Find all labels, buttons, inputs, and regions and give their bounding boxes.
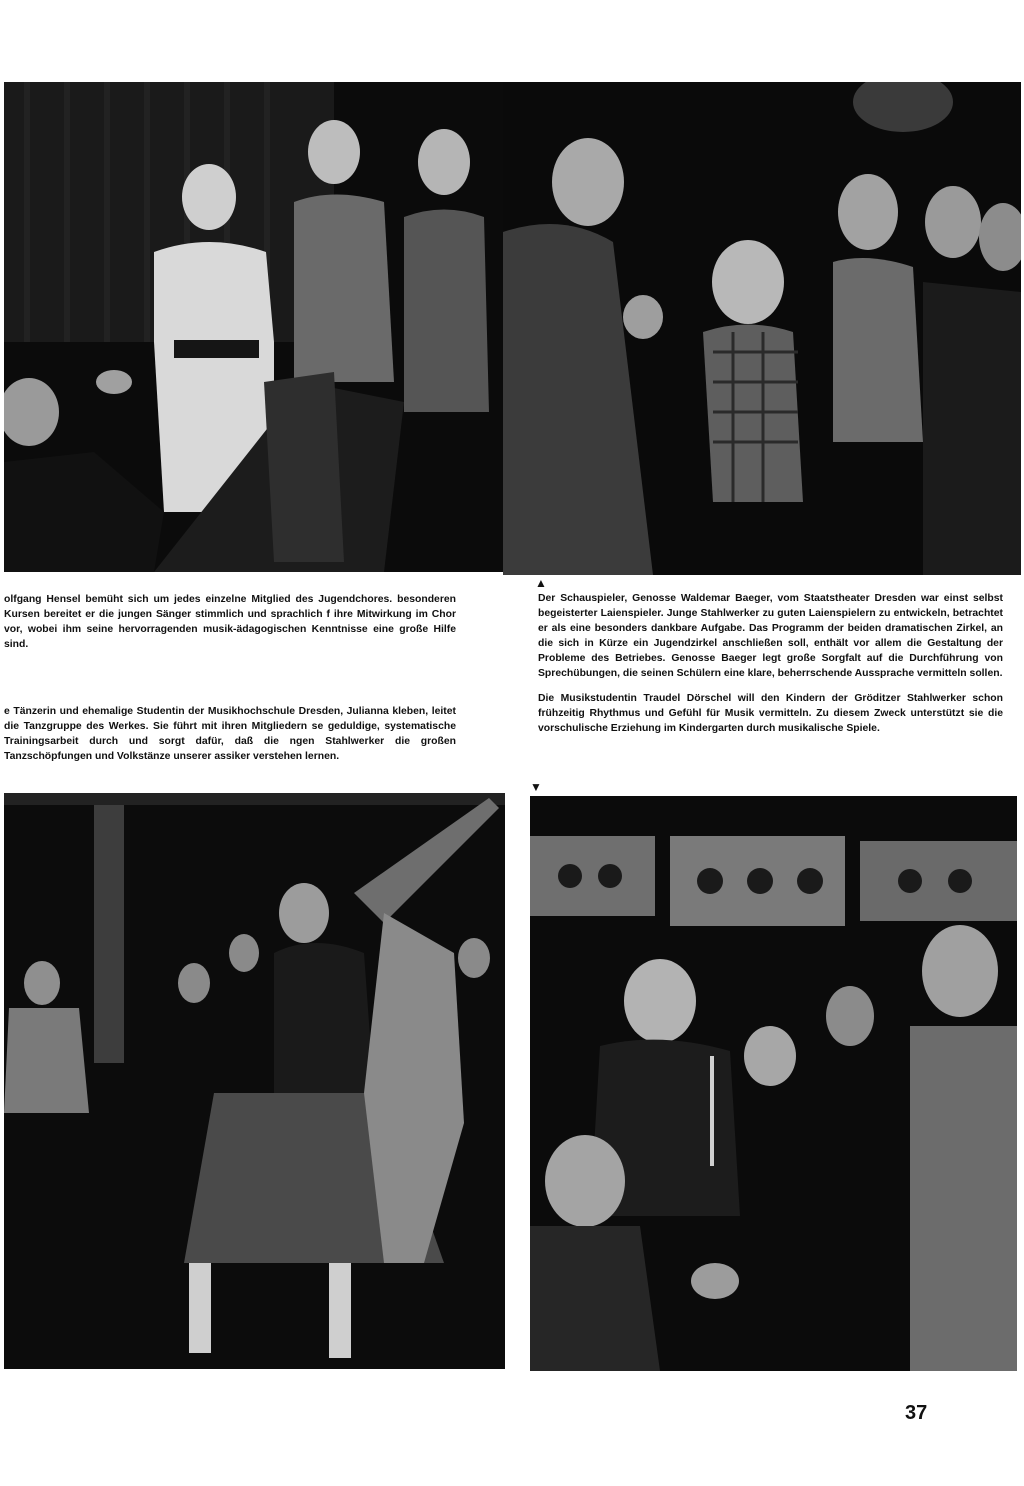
choir-caption [4, 592, 456, 662]
kindergarten-caption-text: Die Musikstudentin Traudel Dörschel will den Kindern der Gröditzer Stahlwerker schon frühzeitig Rhythmus und Gefühl für Musik vermitteln. Zu diesem Zweck unterstützt sie die vorschulische Erziehung im Kindergarten durch musikalische Spiele. [538, 693, 1003, 734]
actor-photo [503, 82, 1021, 575]
actor-and-kindergarten-captions [538, 591, 1003, 746]
arrow-up-icon: ▲ [535, 576, 547, 590]
dance-caption-text: e Tänzerin und ehemalige Studentin der Musikhochschule Dresden, Julianna kleben, leitet die Tanzgruppe des Werkes. Sie führt mit ihren Mitgliedern se geduldige, systematische Trainingsarbeit durch und sorgt dafür, daß die ngen Stahlwerker die großen Tanzschöpfungen und Volkstänze unserer assiker verstehen lernen. [4, 706, 456, 762]
actor-caption-text: Der Schauspieler, Genosse Waldemar Baeger, vom Staatstheater Dresden war einst selbst begeisterter Laienspieler. Junge Stahlwerker zu guten Laienspielern zu entwickeln, betrachtet er als eine besonders dankbare Aufgabe. Das Programm der beiden dramatischen Zirkel, an die sich in Kürze ein Jugendzirkel anschließen soll, enthält vor allem die Gestaltung der Probleme des Betriebes. Genosse Baeger legt große Sorgfalt auf die Durchführung von Sprechübungen, die seinen Schülern eine klare, beherrschende Aussprache vermitteln sollen. [538, 593, 1003, 679]
kindergarten-photo [530, 796, 1017, 1371]
dance-photo [4, 793, 505, 1369]
page-number: 37 [905, 1402, 928, 1424]
choir-caption-text: olfgang Hensel bemüht sich um jedes einzelne Mitglied des Jugendchores. besonderen Kursen bereitet er die jungen Sänger stimmlich und sprachlich f ihre Mitwirkung im Chor vor, wobei ihm seine hervorragenden musik-ädagogischen Kenntnisse eine große Hilfe sind. [4, 594, 456, 650]
arrow-down-icon: ▼ [530, 780, 542, 794]
dance-caption [4, 704, 456, 774]
choir-photo [4, 82, 506, 572]
